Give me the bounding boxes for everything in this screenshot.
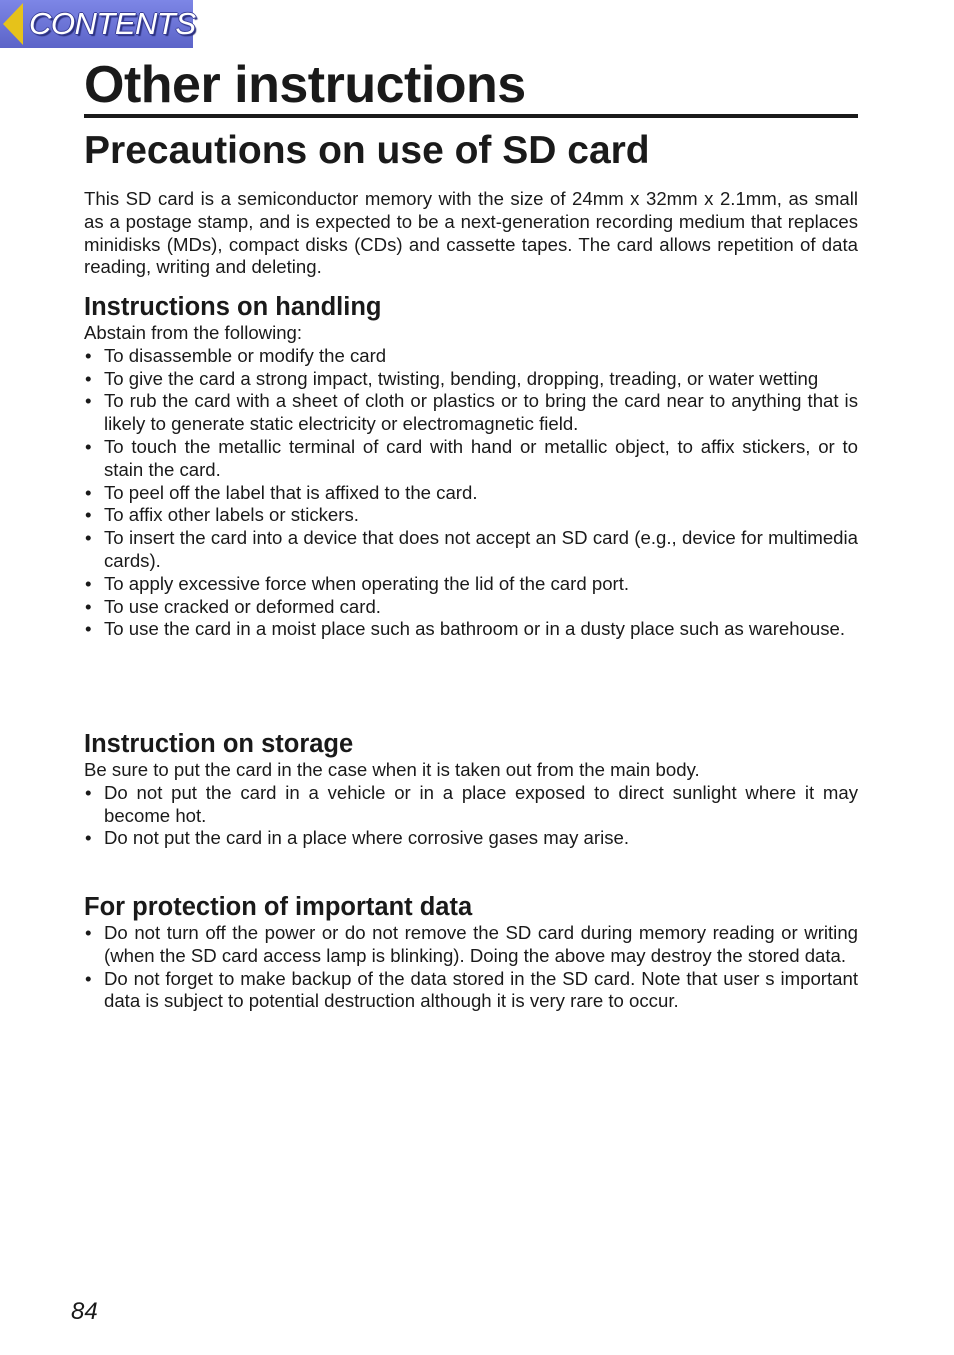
protection-heading: For protection of important data [84, 893, 473, 921]
handling-lead: Abstain from the following: [84, 322, 303, 343]
list-item: • To insert the card into a device that does not accept an SD card (e.g., device for multimedia cards). [84, 527, 858, 573]
list-item: • To peel off the label that is affixed to the card. [84, 482, 858, 505]
list-item: • To affix other labels or stickers. [84, 504, 858, 527]
list-item: • To rub the card with a sheet of cloth or plastics or to bring the card near to anything that is likely to generate static electricity or electromagnetic field. [84, 390, 858, 436]
handling-section [84, 292, 858, 641]
list-item: • To apply excessive force when operating the lid of the card port. [84, 573, 858, 596]
list-item: • Do not put the card in a place where corrosive gases may arise. [84, 827, 858, 850]
contents-button[interactable] [0, 0, 196, 48]
storage-section [84, 729, 858, 850]
storage-lead: Be sure to put the card in the case when it is taken out from the main body. [84, 759, 700, 780]
list-item: • To disassemble or modify the card [84, 345, 858, 368]
list-item: • To touch the metallic terminal of card with hand or metallic object, to affix stickers, or to stain the card. [84, 436, 858, 482]
list-item: • Do not turn off the power or do not remove the SD card during memory reading or writing (when the SD card access lamp is blinking). Doing the above may destroy the stored data. [84, 922, 858, 968]
list-item: • Do not forget to make backup of the data stored in the SD card. Note that user s important data is subject to potential destruction although it is very rare to occur. [84, 968, 858, 1014]
storage-heading: Instruction on storage [84, 730, 354, 758]
arrow-left-icon [3, 3, 23, 45]
protection-section [84, 892, 858, 1013]
section-title: Precautions on use of SD card [84, 129, 650, 172]
page-title: Other instructions [84, 56, 526, 114]
storage-list [84, 782, 858, 850]
contents-button-label: CONTENTS [29, 6, 196, 41]
handling-heading: Instructions on handling [84, 293, 382, 321]
list-item: • To use cracked or deformed card. [84, 596, 858, 619]
list-item: • Do not put the card in a vehicle or in a place exposed to direct sunlight where it may become hot. [84, 782, 858, 828]
intro-paragraph: This SD card is a semiconductor memory with the size of 24mm x 32mm x 2.1mm, as small as a postage stamp, and is expected to be a next-generation recording medium that replaces minidisks (MDs), compact disks (CDs) and cassette tapes. The card allows repetition of data reading, writing and deleting. [84, 188, 858, 278]
list-item: • To use the card in a moist place such as bathroom or in a dusty place such as warehouse. [84, 618, 858, 641]
page-number: 84 [71, 1298, 98, 1325]
protection-list [84, 922, 858, 1013]
title-divider [84, 114, 858, 118]
handling-list [84, 345, 858, 641]
list-item: • To give the card a strong impact, twisting, bending, dropping, treading, or water wetting [84, 368, 858, 391]
